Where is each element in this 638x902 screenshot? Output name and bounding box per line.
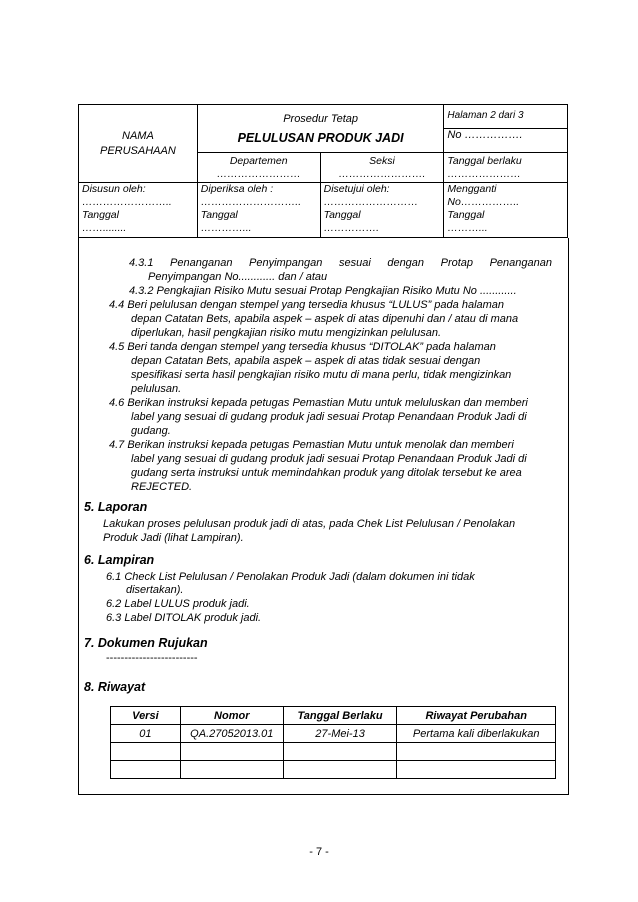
item-4-6-line1: 4.6 Berikan instruksi kepada petugas Pemastian Mutu untuk meluluskan dan memberi [109, 397, 528, 409]
item-4-3-2: 4.3.2 Pengkajian Risiko Mutu sesuai Protap Pengkajian Risiko Mutu No ............ [129, 285, 517, 297]
section-5-text-line1: Lakukan proses pelulusan produk jadi di atas, pada Chek List Pelulusan / Penolakan [103, 518, 516, 530]
department-label: Departemen [229, 155, 288, 167]
item-4-5-line4: pelulusan. [131, 383, 182, 395]
item-6-1-line1: 6.1 Check List Pelulusan / Penolakan Produk Jadi (dalam dokumen ini tidak [106, 571, 475, 583]
approved-by-cell [320, 183, 444, 238]
approved-date-label: Tanggal [323, 209, 361, 221]
table-row [111, 725, 556, 743]
history-header-row [111, 707, 556, 725]
history-table [110, 706, 556, 779]
company-name-line1: NAMA [122, 129, 154, 142]
item-4-3-1-line2: Penyimpangan No............ dan / atau [148, 271, 328, 283]
item-6-1-line2: disertakan). [126, 584, 184, 596]
item-4-7-line1: 4.7 Berikan instruksi kepada petugas Pemastian Mutu untuk menolak dan memberi [109, 439, 514, 451]
item-4-7-line2: label yang sesuai di gudang produk jadi sesuai Protap Penandaan Produk Jadi di [131, 453, 527, 465]
approved-by-value: ……………………… [323, 196, 419, 208]
history-cell-number: QA.27052013.01 [180, 725, 283, 743]
prepared-date-label: Tanggal [82, 209, 119, 221]
effective-date-cell [444, 153, 568, 183]
table-row [111, 743, 556, 761]
procedure-label: Prosedur Tetap [283, 113, 358, 125]
item-4-4-line1: 4.4 Beri pelulusan dengan stempel yang tersedia khusus “LULUS” pada halaman [109, 299, 505, 311]
history-cell-version: 01 [111, 725, 181, 743]
item-4-6-line3: gudang. [131, 425, 171, 437]
prepared-date-value: ……........ [82, 222, 127, 234]
page-info-cell [444, 105, 568, 129]
item-4-5-line2: depan Catatan Bets, apabila aspek – aspek di atas tidak sesuai dengan [131, 355, 481, 367]
document-header-table [78, 104, 568, 238]
section-value: ……………………. [338, 168, 426, 180]
approved-by-label: Disetujui oleh: [323, 183, 390, 195]
department-cell [197, 153, 320, 183]
approved-date-value: ……………. [323, 222, 380, 234]
checked-by-value: ……………………….. [200, 196, 302, 208]
replaces-label: Mengganti [447, 183, 497, 195]
checked-date-label: Tanggal [200, 209, 238, 221]
checked-by-cell [197, 183, 320, 238]
item-4-6-line2: label yang sesuai di gudang produk jadi sesuai Protap Penandaan Produk Jadi di [131, 411, 527, 423]
company-name-line2: PERUSAHAAN [99, 144, 176, 157]
item-6-2: 6.2 Label LULUS produk jadi. [106, 598, 250, 610]
history-cell-changes: Pertama kali diberlakukan [397, 725, 556, 743]
checked-date-value: …………... [200, 222, 252, 234]
checked-by-label: Diperiksa oleh : [200, 183, 274, 195]
item-4-5-line3: spesifikasi serta hasil pengkajian risiko mutu di mana perlu, tidak mengizinkan [131, 369, 512, 381]
section-7-placeholder: ------------------------- [106, 652, 198, 664]
history-cell-version [111, 743, 181, 761]
replaces-date-value: ………... [447, 222, 488, 234]
history-cell-changes [397, 761, 556, 779]
item-4-4-line3: diperlukan, hasil pengkajian risiko mutu mengizinkan pelulusan. [131, 327, 442, 339]
section-5-heading: 5. Laporan [84, 500, 148, 514]
history-cell-version [111, 761, 181, 779]
history-cell-date [283, 761, 397, 779]
section-cell [320, 153, 444, 183]
section-label: Seksi [369, 155, 395, 167]
prepared-by-value: …………………….. [82, 196, 172, 208]
item-4-3-1-line1: 4.3.1 Penanganan Penyimpangan sesuai dengan Protap Penanganan [129, 257, 552, 269]
effective-date-value: ………………… [447, 168, 521, 180]
doc-number-cell [444, 129, 568, 153]
history-cell-number [180, 761, 283, 779]
history-header-changes: Riwayat Perubahan [397, 707, 556, 725]
history-header-effective-date: Tanggal Berlaku [283, 707, 397, 725]
item-4-5-line1: 4.5 Beri tanda dengan stempel yang tersedia khusus “DITOLAK” pada halaman [109, 341, 496, 353]
replaces-cell [444, 183, 568, 238]
prepared-by-cell [79, 183, 198, 238]
page-number: - 7 - [309, 846, 329, 858]
section-6-heading: 6. Lampiran [84, 553, 155, 567]
procedure-title-cell [197, 105, 444, 153]
history-cell-number [180, 743, 283, 761]
section-8-heading: 8. Riwayat [84, 680, 146, 694]
item-6-3: 6.3 Label DITOLAK produk jadi. [106, 612, 262, 624]
prepared-by-label: Disusun oleh: [82, 183, 146, 195]
item-4-4-line2: depan Catatan Bets, apabila aspek – aspek di atas dipenuhi dan / atau di mana [131, 313, 519, 325]
department-value: …………………… [216, 168, 301, 180]
item-4-7-line3: gudang serta instruksi untuk memindahkan produk yang ditolak tersebut ke area [131, 467, 522, 479]
history-header-version: Versi [111, 707, 181, 725]
procedure-title: PELULUSAN PRODUK JADI [237, 131, 404, 145]
table-row [111, 761, 556, 779]
section-7-heading: 7. Dokumen Rujukan [84, 636, 208, 650]
history-cell-date: 27-Mei-13 [283, 725, 397, 743]
history-header-number: Nomor [180, 707, 283, 725]
item-4-7-line4: REJECTED. [131, 481, 193, 493]
history-cell-changes [397, 743, 556, 761]
replaces-value: No…………….. [447, 196, 520, 208]
doc-number: No ……………. [447, 129, 523, 141]
replaces-date-label: Tanggal [447, 209, 485, 221]
history-cell-date [283, 743, 397, 761]
effective-date-label: Tanggal berlaku [447, 155, 522, 167]
page-info: Halaman 2 dari 3 [447, 110, 524, 121]
company-name-cell [79, 105, 198, 183]
section-5-text-line2: Produk Jadi (lihat Lampiran). [103, 532, 244, 544]
